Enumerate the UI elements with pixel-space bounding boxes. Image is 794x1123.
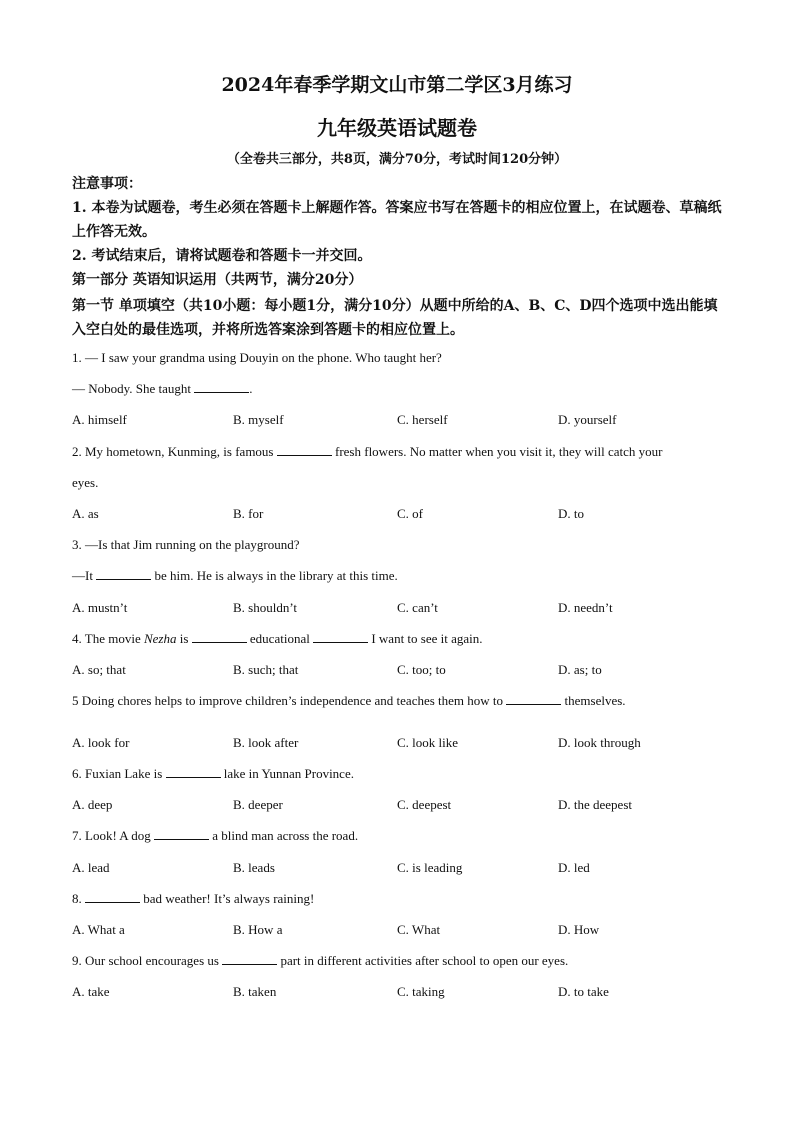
question-7-text-2: a blind man across the road. (208, 828, 359, 843)
exam-title: 2024年春季学期文山市第二学区3月练习 (221, 74, 573, 96)
question-1-text: 1. — I saw your grandma using Douyin on the phone. Who taught her? (72, 350, 442, 365)
question-3-stem-line2 (72, 567, 398, 585)
question-1-option-c: C. herself (397, 412, 448, 427)
question-4-text: 4. The movie (72, 631, 144, 646)
question-5-text: 5 Doing chores helps to improve children’s independence and teaches them how to (72, 693, 507, 708)
answer-blank (277, 443, 332, 456)
question-4-option-c: C. too; to (397, 662, 446, 677)
question-2-text-2: fresh flowers. No matter when you visit it, they will catch your (331, 444, 663, 459)
question-8-stem (72, 890, 314, 908)
question-5-option-c: C. look like (397, 735, 459, 750)
question-2-option-c: C. of (397, 506, 423, 521)
question-2-option-b: B. for (233, 506, 264, 521)
question-4-text-3: educational (246, 631, 314, 646)
question-9-option-d: D. to take (558, 984, 609, 999)
question-6-option-a: A. deep (72, 797, 113, 812)
question-2-stem-line2 (72, 474, 98, 492)
question-6-option-c: C. deepest (397, 797, 452, 812)
question-6-stem (72, 765, 354, 783)
question-3-text-2: —It (72, 568, 97, 583)
movie-title: Nezha (143, 631, 177, 646)
question-1-stem-line2 (72, 380, 253, 398)
question-6-option-d: D. the deepest (558, 797, 633, 812)
question-1-option-d: D. yourself (558, 412, 617, 427)
question-4-option-b: B. such; that (233, 662, 299, 677)
question-4-text-4: I want to see it again. (368, 631, 483, 646)
question-5-text-2: themselves. (561, 693, 626, 708)
question-8-option-c: C. What (397, 922, 441, 937)
question-4-text-2: is (176, 631, 192, 646)
question-2-text-3: eyes. (72, 475, 99, 490)
question-1-text-3: . (249, 381, 253, 396)
exam-subject-title: 九年级英语试题卷 (317, 116, 477, 140)
question-3-text-3: be him. He is always in the library at this time. (151, 568, 398, 583)
answer-blank (506, 692, 561, 705)
question-8-option-d: D. How (558, 922, 600, 937)
answer-blank (166, 765, 221, 778)
question-6-text-2: lake in Yunnan Province. (220, 766, 354, 781)
question-2-text: 2. My hometown, Kunming, is famous (72, 444, 277, 459)
answer-blank (313, 630, 368, 643)
question-1-option-b: B. myself (233, 412, 284, 427)
question-8-option-a: A. What a (72, 922, 125, 937)
answer-blank (194, 380, 249, 393)
question-1-text-2: — Nobody. She taught (72, 381, 195, 396)
question-5-option-a: A. look for (72, 735, 130, 750)
question-4-option-d: D. as; to (558, 662, 602, 677)
question-8-text-2: bad weather! It’s always raining! (140, 891, 315, 906)
question-1-stem (72, 349, 442, 367)
question-9-text-2: part in different activities after school to open our eyes. (277, 953, 569, 968)
question-6-text: 6. Fuxian Lake is (72, 766, 166, 781)
question-7-option-b: B. leads (233, 860, 275, 875)
question-6-option-b: B. deeper (233, 797, 283, 812)
question-9-text: 9. Our school encourages us (72, 953, 223, 968)
section-instructions: 第一节 单项填空（共10小题：每小题1分，满分10分）从题中所给的A、B、C、D四个选项中选出能填入空白处的最佳选项，并将所选答案涂到答题卡的相应位置上。 (72, 298, 718, 338)
question-3-stem (72, 536, 299, 554)
notice-item-1: 1. 本卷为试题卷，考生必须在答题卡上解题作答。答案应书写在答题卡的相应位置上，在试题卷、草稿纸上作答无效。 (72, 200, 722, 240)
question-7-text: 7. Look! A dog (72, 828, 154, 843)
question-8-text: 8. (72, 891, 85, 906)
exam-info: （全卷共三部分，共8页，满分70分，考试时间120分钟） (226, 152, 568, 167)
question-9-option-a: A. take (72, 984, 110, 999)
question-5-stem (72, 692, 626, 710)
answer-blank (96, 567, 151, 580)
question-5-option-b: B. look after (233, 735, 299, 750)
notice-item-2: 2. 考试结束后，请将试题卷和答题卡一并交回。 (72, 248, 372, 264)
question-7-stem (72, 827, 358, 845)
question-3-option-c: C. can’t (397, 600, 438, 615)
answer-blank (192, 630, 247, 643)
question-2-option-d: D. to (558, 506, 584, 521)
question-9-option-c: C. taking (397, 984, 445, 999)
question-9-stem (72, 952, 568, 970)
answer-blank (85, 890, 140, 903)
question-7-option-c: C. is leading (397, 860, 463, 875)
question-3-text: 3. —Is that Jim running on the playground? (72, 537, 300, 552)
notice-heading: 注意事项： (72, 176, 142, 192)
question-3-option-b: B. shouldn’t (233, 600, 298, 615)
part-heading: 第一部分 英语知识运用（共两节，满分20分） (72, 272, 363, 288)
answer-blank (154, 827, 209, 840)
answer-blank (222, 952, 277, 965)
question-3-option-d: D. needn’t (558, 600, 613, 615)
question-4-stem (72, 630, 483, 648)
question-3-option-a: A. mustn’t (72, 600, 128, 615)
question-2-option-a: A. as (72, 506, 99, 521)
question-4-option-a: A. so; that (72, 662, 126, 677)
question-1-option-a: A. himself (72, 412, 127, 427)
question-9-option-b: B. taken (233, 984, 277, 999)
question-8-option-b: B. How a (233, 922, 283, 937)
question-7-option-d: D. led (558, 860, 590, 875)
question-5-option-d: D. look through (558, 735, 641, 750)
question-2-stem (72, 443, 662, 461)
question-7-option-a: A. lead (72, 860, 110, 875)
